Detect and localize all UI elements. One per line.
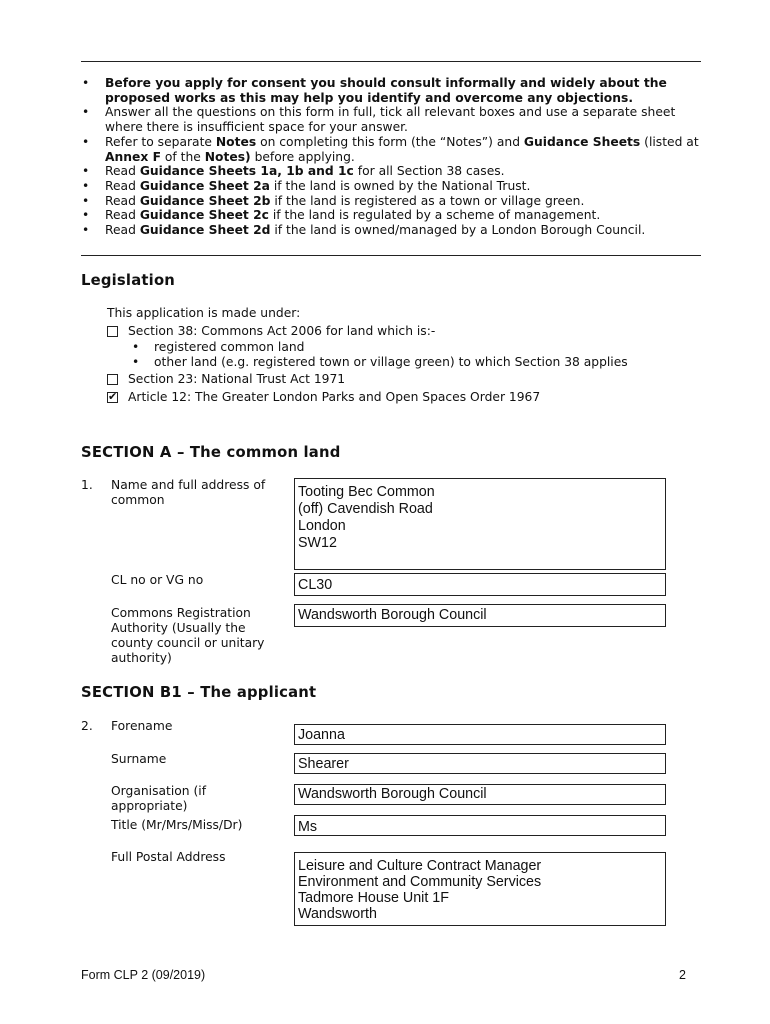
registration-authority-field[interactable]: Wandsworth Borough Council [294, 604, 666, 627]
intro-bullet-text: Guidance Sheet 2b [139, 193, 271, 208]
article-12-checkbox[interactable] [107, 392, 118, 403]
legislation-intro: This application is made under: [107, 306, 301, 320]
forename-field[interactable]: Joanna [294, 724, 666, 745]
intro-bullet-text: Guidance Sheets 1a, 1b and 1c [139, 164, 354, 179]
intro-bullet-text: Guidance Sheets [523, 134, 641, 149]
postal-address-label: Full Postal Address [111, 850, 226, 864]
intro-bullet [81, 223, 701, 238]
intro-bullet [81, 135, 701, 164]
form-identifier: Form CLP 2 (09/2019) [81, 968, 206, 982]
intro-bullet-text: if the land is regulated by a scheme of management. [268, 208, 601, 223]
organisation-field[interactable]: Wandsworth Borough Council [294, 784, 666, 805]
intro-bullet-text: Read [105, 223, 140, 238]
intro-bullet-text: Read [105, 208, 140, 223]
intro-bullet-text: Before you apply for consent you should consult informally and widely about the proposed works as this may help you identify and overcome any objections. [105, 76, 667, 105]
option-article-12[interactable] [107, 390, 540, 404]
surname-label: Surname [111, 752, 167, 766]
page-number: 2 [679, 968, 686, 982]
intro-bullet-text: if the land is owned/managed by a London Borough Council. [270, 223, 646, 238]
title-field[interactable]: Ms [294, 815, 666, 836]
intro-bullet-text: of the [160, 149, 205, 164]
section-38-label: Section 38: Commons Act 2006 for land which is:- [128, 324, 436, 338]
intro-bullet-text: Read [105, 164, 140, 179]
surname-field[interactable]: Shearer [294, 753, 666, 774]
option-section-23[interactable] [107, 372, 345, 386]
intro-bullet-text: if the land is registered as a town or village green. [270, 193, 585, 208]
cl-number-field[interactable]: CL30 [294, 573, 666, 596]
intro-bullet-text: Refer to separate [105, 134, 216, 149]
sub-bullet-registered-common-land: • registered common land [130, 340, 304, 354]
section-23-label: Section 23: National Trust Act 1971 [128, 372, 346, 386]
intro-bullet-list [81, 76, 701, 238]
common-name-field[interactable]: Tooting Bec Common (off) Cavendish Road London SW12 [294, 478, 666, 570]
intro-bullet-text: Guidance Sheet 2c [139, 208, 269, 223]
top-rule [81, 61, 701, 62]
intro-bullet-text: for all Section 38 cases. [353, 164, 505, 179]
title-label: Title (Mr/Mrs/Miss/Dr) [111, 818, 243, 832]
intro-bullet [81, 208, 701, 223]
intro-bullet [81, 194, 701, 209]
question-1-number: 1. [81, 478, 93, 492]
postal-address-field[interactable]: Leisure and Culture Contract Manager Environment and Community Services Tadmore House Unit 1F Wandsworth [294, 852, 666, 926]
intro-bullet [81, 76, 701, 105]
section-a-heading: SECTION A – The common land [81, 444, 341, 461]
intro-bullet-text: Answer all the questions on this form in full, tick all relevant boxes and use a separate sheet where there is insufficient space for your answer. [105, 105, 676, 135]
option-section-38[interactable] [107, 324, 435, 338]
intro-bullet-text: Annex F [105, 149, 161, 164]
intro-bullet-text: Read [105, 178, 140, 193]
intro-bullet-text: Read [105, 193, 140, 208]
intro-bullet [81, 164, 701, 179]
common-name-label: Name and full address of common [111, 478, 266, 507]
registration-authority-label: Commons Registration Authority (Usually the county council or unitary authority) [111, 606, 265, 665]
intro-bullet-text: before applying. [250, 149, 355, 164]
intro-bullet-text: Notes) [204, 149, 251, 164]
intro-bullet-text: if the land is owned by the National Trust. [269, 178, 531, 193]
question-2-number: 2. [81, 719, 93, 733]
cl-number-label: CL no or VG no [111, 573, 204, 587]
legislation-rule [81, 255, 701, 256]
intro-bullet-text: Guidance Sheet 2a [139, 178, 270, 193]
sub-bullet-other-land: • other land (e.g. registered town or village green) to which Section 38 applies [130, 355, 628, 369]
article-12-label: Article 12: The Greater London Parks and Open Spaces Order 1967 [128, 390, 541, 404]
section-23-checkbox[interactable] [107, 374, 118, 385]
intro-bullet [81, 179, 701, 194]
section-b1-heading: SECTION B1 – The applicant [81, 684, 317, 701]
forename-label: Forename [111, 719, 173, 733]
section-38-checkbox[interactable] [107, 326, 118, 337]
organisation-label: Organisation (if appropriate) [111, 784, 207, 813]
intro-bullet [81, 105, 701, 134]
intro-bullet-text: on completing this form (the “Notes”) and [256, 134, 524, 149]
intro-bullet-text: (listed at [640, 134, 699, 149]
legislation-heading: Legislation [81, 272, 176, 289]
intro-bullet-text: Notes [215, 134, 257, 149]
intro-bullet-text: Guidance Sheet 2d [139, 223, 271, 238]
